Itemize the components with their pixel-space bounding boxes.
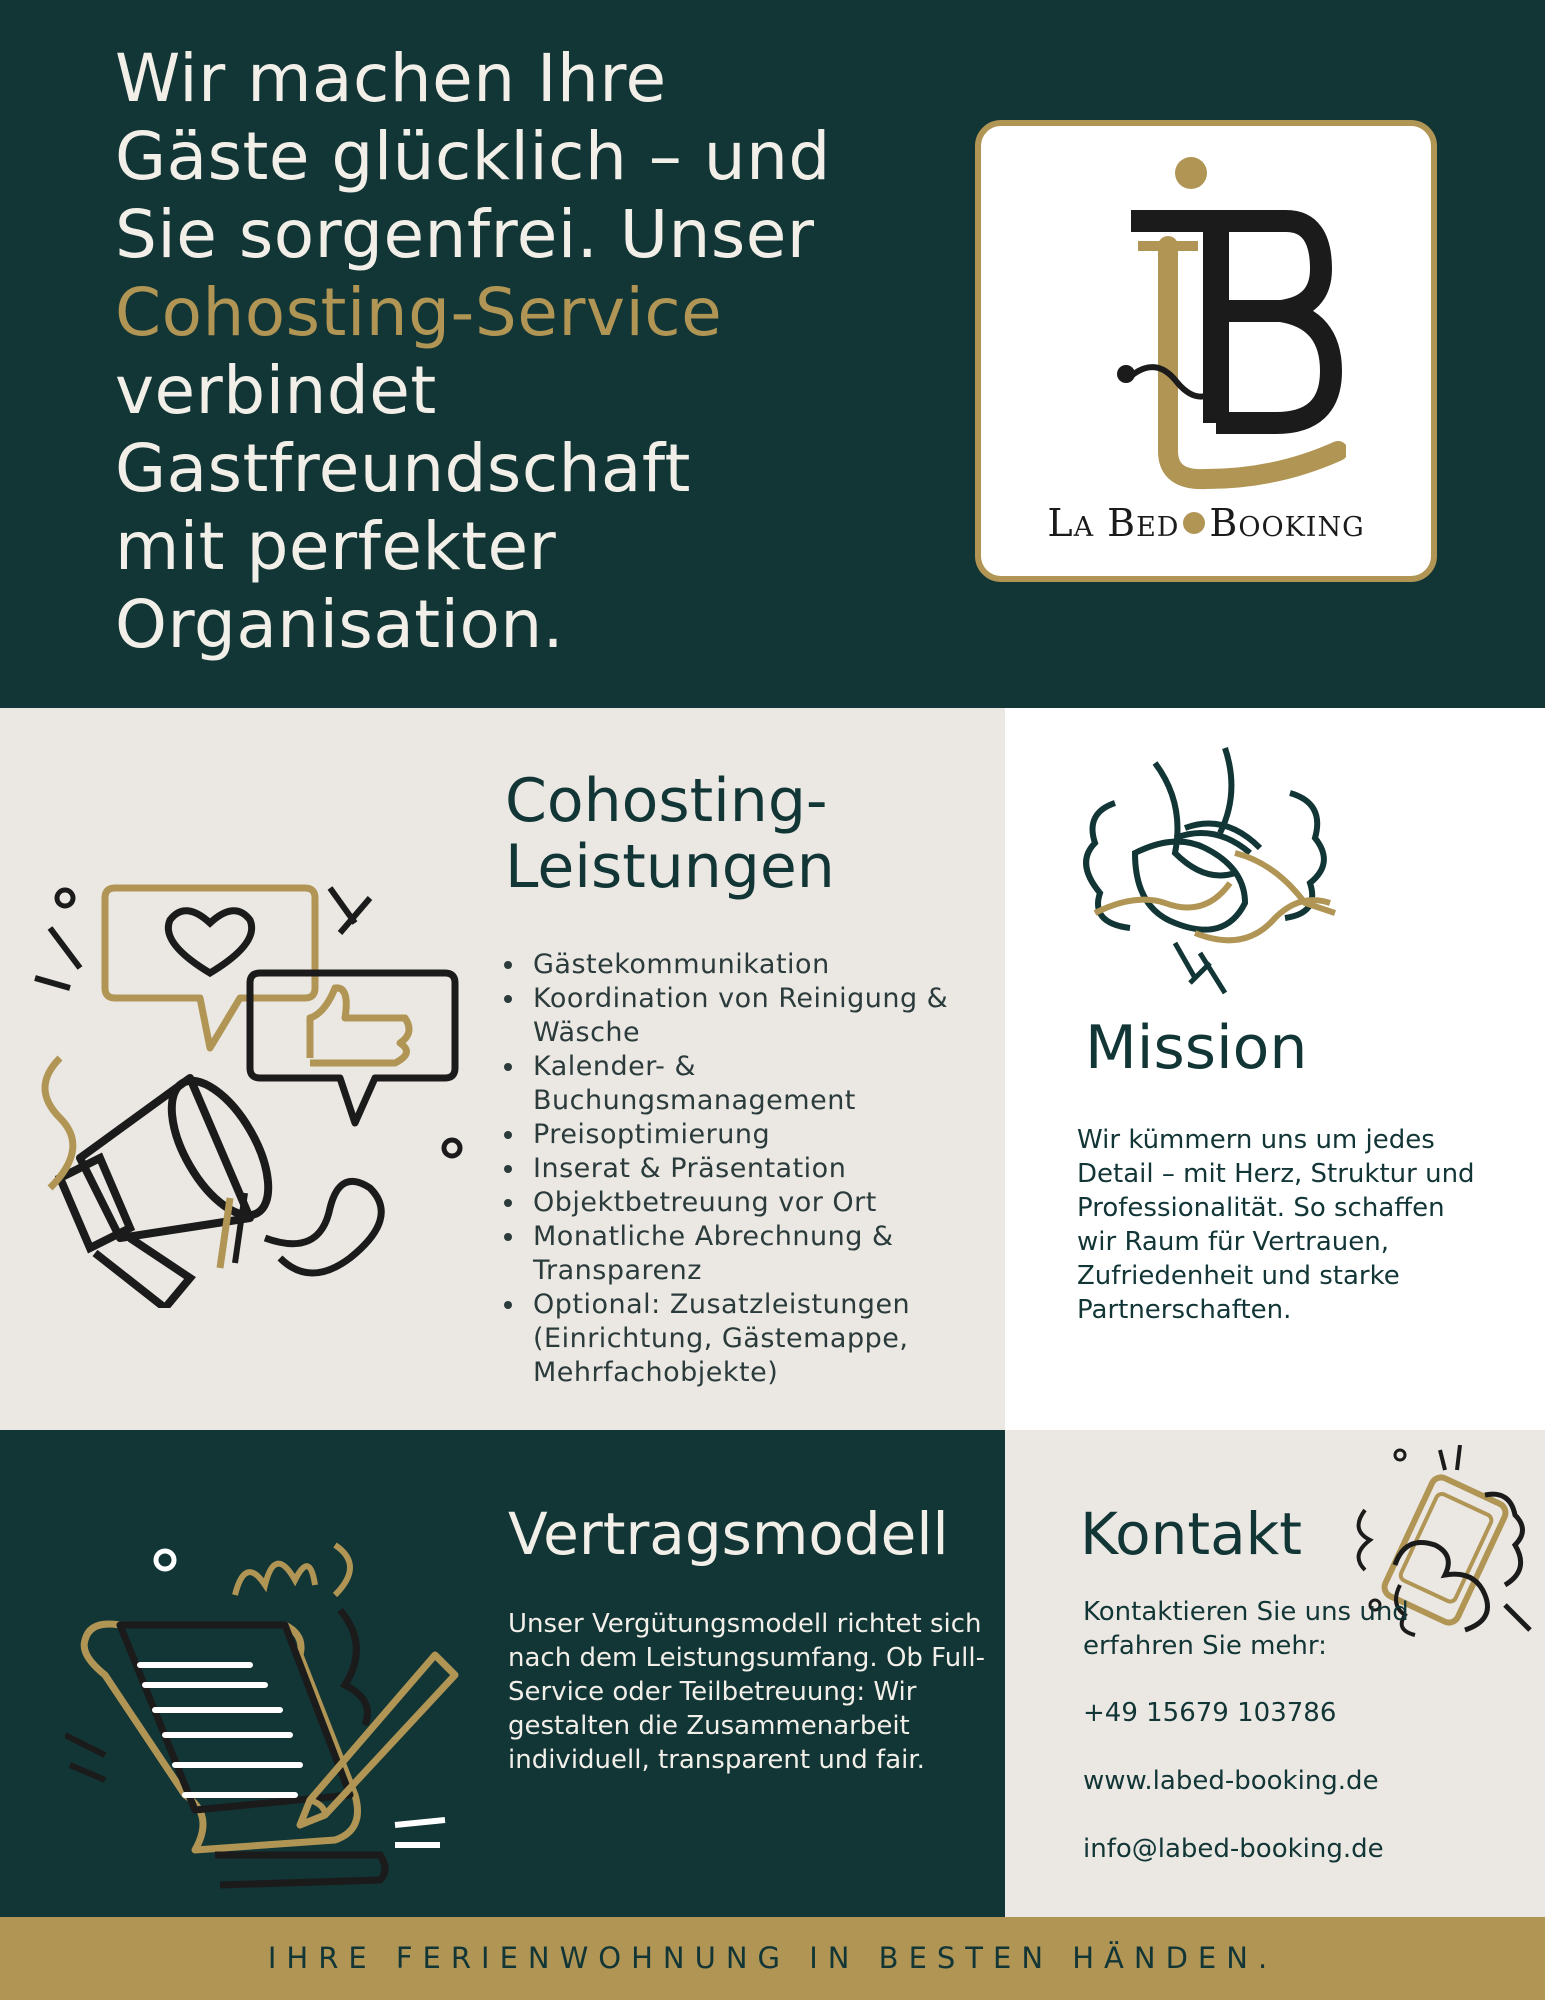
services-section <box>0 708 1005 1430</box>
brand-name-part: La Bed <box>1047 501 1180 545</box>
contract-text: Unser Vergütungsmodell richtet sich nach dem Leistungsumfang. Ob Full-Service oder Teilbetreuung: Wir gestalten die Zusammenarbeit individuell, transparent und fair. <box>508 1609 986 1775</box>
contact-intro: Kontaktieren Sie uns und erfahren Sie mehr: <box>1083 1597 1409 1661</box>
email-link[interactable]: info@labed-booking.de <box>1083 1834 1384 1864</box>
brand-name <box>981 501 1431 545</box>
list-item: • Koordination von Reinigung & Wäsche <box>527 982 997 1050</box>
list-item: • Optional: Zusatzleistungen (Einrichtung, Gästemappe, Mehrfachobjekte) <box>527 1288 997 1390</box>
mission-text: Wir kümmern uns um jedes Detail – mit Herz, Struktur und Professionalität. So schaffen wir Raum für Vertrauen, Zufriedenheit und starke Partnerschaften. <box>1077 1125 1475 1325</box>
footer-tagline: IHRE FERIENWOHNUNG IN BESTEN HÄNDEN. <box>267 1941 1278 1975</box>
teamwork-hands-icon <box>1075 743 1345 1003</box>
contract-title: Vertragsmodell <box>508 1500 949 1568</box>
list-item: • Inserat & Präsentation <box>527 1152 997 1186</box>
headline-accent-line: Cohosting-Service <box>115 274 723 351</box>
headline-line: Gastfreundschaft <box>115 430 691 507</box>
headline-line: mit perfekter <box>115 508 557 585</box>
headline-line: Sie sorgenfrei. Unser <box>115 196 815 273</box>
hero-headline <box>115 40 895 664</box>
footer-banner <box>0 1917 1545 2000</box>
services-title <box>505 768 985 900</box>
mission-title: Mission <box>1085 1013 1308 1083</box>
services-title-line: Leistungen <box>505 832 835 902</box>
list-item: • Monatliche Abrechnung & Transparenz <box>527 1220 997 1288</box>
lb-monogram-logo <box>1076 151 1346 491</box>
contract-section <box>0 1430 1005 1917</box>
brand-name-part: Booking <box>1209 501 1365 545</box>
list-item: • Objektbetreuung vor Ort <box>527 1186 997 1220</box>
headline-line: Wir machen Ihre <box>115 40 667 117</box>
brand-dot-icon <box>1183 512 1205 534</box>
list-item: • Kalender- & Buchungsmanagement <box>527 1050 997 1118</box>
brand-logo-card <box>975 120 1437 582</box>
services-list <box>505 948 997 1390</box>
contact-title: Kontakt <box>1080 1500 1303 1568</box>
mission-section <box>1005 708 1545 1430</box>
hero-section <box>0 0 1545 708</box>
headline-line: Gäste glücklich – und <box>115 118 831 195</box>
list-item: • Preisoptimierung <box>527 1118 997 1152</box>
services-title-line: Cohosting- <box>505 766 828 836</box>
contract-signing-icon <box>65 1525 485 1895</box>
megaphone-speech-bubbles-icon <box>20 858 470 1308</box>
contact-section <box>1005 1430 1545 1917</box>
website-link[interactable]: www.labed-booking.de <box>1083 1766 1379 1796</box>
phone-number[interactable]: +49 15679 103786 <box>1083 1698 1337 1728</box>
headline-line: verbindet <box>115 352 437 429</box>
headline-line: Organisation. <box>115 586 565 663</box>
list-item: • Gästekommunikation <box>527 948 997 982</box>
